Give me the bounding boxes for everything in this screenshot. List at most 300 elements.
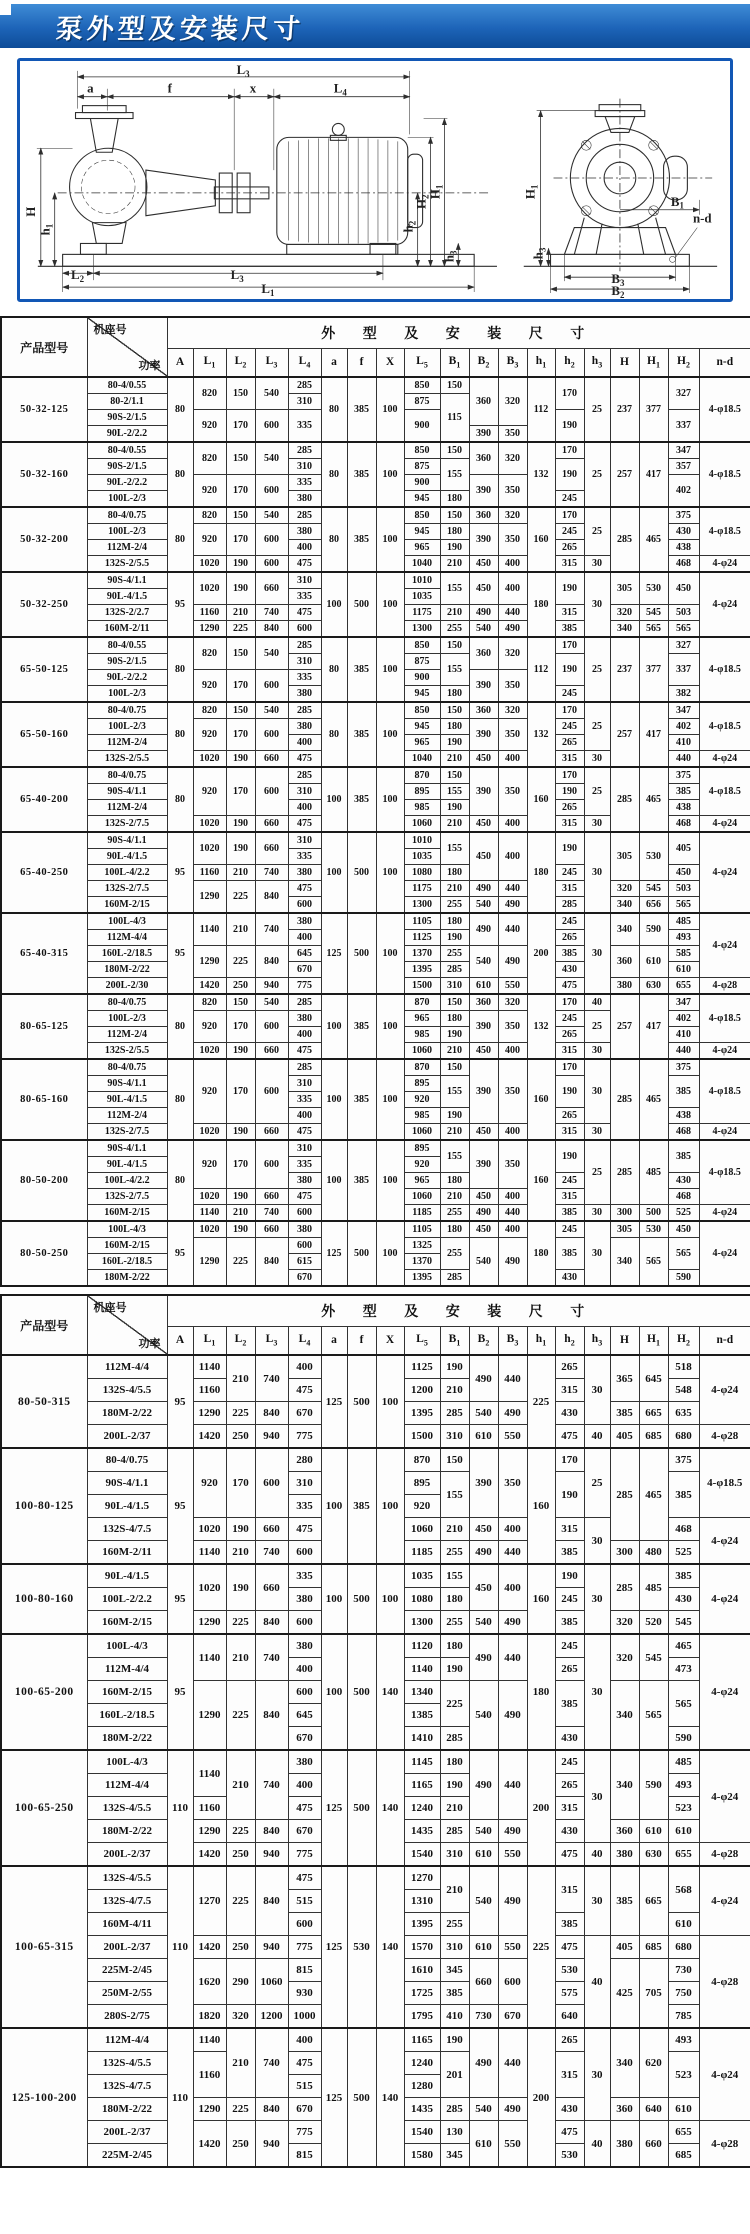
- page-title-bar: [0, 4, 750, 48]
- dim-cell: 1035: [404, 589, 440, 605]
- dim-cell: 430: [555, 1820, 584, 1843]
- dim-cell: 80: [167, 1140, 193, 1221]
- dim-cell: 350: [498, 767, 527, 816]
- dim-cell: 80: [167, 994, 193, 1059]
- dim-cell: 465: [639, 1448, 668, 1541]
- dim-cell: 310: [288, 394, 321, 410]
- page-title: 泵外型及安装尺寸: [54, 13, 305, 44]
- dim-cell: 1140: [404, 1658, 440, 1681]
- dim-cell: 377: [639, 637, 668, 702]
- dim-cell: 645: [288, 1704, 321, 1727]
- dim-cell: 450: [469, 832, 498, 881]
- dim-cell: 430: [668, 1588, 699, 1611]
- dim-cell: 210: [440, 881, 469, 897]
- dim-cell: 820: [193, 994, 226, 1011]
- dim-label: $h_1$: [38, 223, 55, 236]
- dim-cell: 4-φ24: [699, 1866, 750, 1936]
- dim-cell: 945: [404, 719, 440, 735]
- dim-cell: 80: [321, 702, 347, 767]
- dim-cell: 180: [440, 1011, 469, 1027]
- dim-cell: 540: [255, 637, 288, 670]
- dimension-table-2: [0, 1294, 750, 2168]
- dim-cell: 660: [255, 1518, 288, 1541]
- dim-cell: 500: [347, 2028, 376, 2167]
- dim-cell: 320: [610, 1634, 639, 1681]
- dim-cell: 30: [584, 556, 610, 573]
- dim-cell: 450: [469, 556, 498, 573]
- column-header: $h_3$: [584, 1326, 610, 1355]
- dim-cell: 390: [469, 1011, 498, 1043]
- dim-cell: 130: [440, 2121, 469, 2144]
- dim-label: $B_1$: [670, 194, 684, 211]
- dim-cell: 402: [668, 475, 699, 508]
- dim-cell: 340: [610, 897, 639, 914]
- dim-cell: 468: [668, 1189, 699, 1205]
- dim-cell: 600: [288, 1611, 321, 1635]
- dim-cell: 875: [404, 654, 440, 670]
- dim-cell: 1290: [193, 1681, 226, 1751]
- dim-cell: 190: [226, 1518, 255, 1541]
- dim-cell: 170: [555, 507, 584, 524]
- dim-cell: 40: [584, 1425, 610, 1449]
- frame-cell: 132S-4/5.5: [87, 2052, 167, 2075]
- dim-cell: 600: [288, 1913, 321, 1936]
- dim-cell: 350: [498, 719, 527, 751]
- dim-cell: 485: [668, 1750, 699, 1774]
- dim-cell: 390: [469, 767, 498, 816]
- dim-cell: 410: [440, 2005, 469, 2029]
- dim-cell: 450: [469, 1043, 498, 1060]
- dim-cell: 100: [376, 637, 404, 702]
- dim-cell: 345: [440, 1959, 469, 1982]
- dim-cell: 225: [527, 1866, 555, 2028]
- dim-cell: 30: [584, 1355, 610, 1425]
- frame-cell: 100L-2/3: [87, 1011, 167, 1027]
- dim-cell: 385: [440, 1982, 469, 2005]
- dim-cell: 550: [498, 1843, 527, 1867]
- frame-cell: 112M-4/4: [87, 1658, 167, 1681]
- dim-label: $h_3$: [531, 247, 548, 260]
- dim-cell: 350: [498, 524, 527, 556]
- dim-cell: 310: [440, 978, 469, 995]
- dim-cell: 600: [255, 475, 288, 508]
- dim-cell: 210: [440, 1379, 469, 1402]
- column-header: $h_1$: [527, 1326, 555, 1355]
- dim-cell: 930: [288, 1982, 321, 2005]
- dim-cell: 670: [288, 1727, 321, 1751]
- dim-cell: 320: [226, 2005, 255, 2029]
- dim-cell: 285: [555, 897, 584, 914]
- dim-cell: 530: [555, 1959, 584, 1982]
- dim-cell: 210: [440, 751, 469, 768]
- dim-cell: 440: [498, 1541, 527, 1565]
- dim-cell: 660: [255, 751, 288, 768]
- dim-cell: 610: [469, 1843, 498, 1867]
- dim-cell: 945: [404, 491, 440, 508]
- bottom-whitespace: [0, 2168, 750, 2212]
- dim-cell: 670: [288, 962, 321, 978]
- dim-cell: 245: [555, 1173, 584, 1189]
- dim-label: $h_3$: [442, 250, 459, 263]
- frame-cell: 100L-4/3: [87, 913, 167, 930]
- dim-cell: 40: [584, 1843, 610, 1867]
- dim-label: n-d: [692, 211, 712, 226]
- dim-cell: 305: [610, 572, 639, 605]
- column-header: n-d: [699, 348, 750, 377]
- dim-cell: 565: [668, 621, 699, 638]
- dim-cell: 665: [639, 1402, 668, 1425]
- dim-cell: 225: [226, 881, 255, 914]
- dim-cell: 468: [668, 556, 699, 573]
- column-header: $L_3$: [255, 348, 288, 377]
- dim-cell: 500: [347, 832, 376, 913]
- dim-cell: 965: [404, 735, 440, 751]
- model-cell: 50-32-125: [1, 377, 87, 442]
- dim-cell: 285: [288, 507, 321, 524]
- dim-cell: 490: [498, 1820, 527, 1843]
- dim-cell: 360: [469, 507, 498, 524]
- dim-cell: 245: [555, 913, 584, 930]
- dim-cell: 417: [639, 702, 668, 767]
- dim-cell: 660: [255, 832, 288, 865]
- dim-cell: 190: [555, 832, 584, 865]
- dim-cell: 210: [440, 1866, 469, 1913]
- column-header: n-d: [699, 1326, 750, 1355]
- column-header: a: [321, 348, 347, 377]
- column-header: $L_4$: [288, 348, 321, 377]
- dim-cell: 568: [668, 1866, 699, 1913]
- dim-cell: 190: [440, 800, 469, 816]
- model-cell: 65-40-315: [1, 913, 87, 994]
- dim-cell: 440: [668, 751, 699, 768]
- dim-cell: 500: [639, 1205, 668, 1222]
- dim-cell: 327: [668, 637, 699, 654]
- dim-cell: 160: [527, 1448, 555, 1564]
- column-header: $B_1$: [440, 348, 469, 377]
- dim-cell: 100: [321, 994, 347, 1059]
- dim-cell: 450: [469, 816, 498, 833]
- dim-cell: 245: [555, 686, 584, 703]
- dim-cell: 1020: [193, 1221, 226, 1238]
- dim-cell: 170: [226, 1011, 255, 1043]
- dim-cell: 665: [639, 1866, 668, 1936]
- dim-cell: 125: [321, 1355, 347, 1448]
- dim-cell: 430: [555, 2098, 584, 2121]
- dim-cell: 740: [255, 1634, 288, 1681]
- dim-cell: 30: [584, 1221, 610, 1286]
- dim-cell: 540: [469, 2098, 498, 2121]
- dim-cell: 545: [639, 605, 668, 621]
- dim-cell: 530: [639, 1221, 668, 1238]
- dim-cell: 285: [288, 994, 321, 1011]
- dim-cell: 320: [498, 702, 527, 719]
- dim-cell: 100: [321, 1059, 347, 1140]
- dim-cell: 490: [498, 946, 527, 978]
- dim-cell: 315: [555, 751, 584, 768]
- dim-cell: 375: [668, 507, 699, 524]
- dim-cell: 895: [404, 1140, 440, 1157]
- frame-cell: 80-4/0.75: [87, 507, 167, 524]
- dim-cell: 380: [610, 1843, 639, 1867]
- dim-cell: 480: [639, 1541, 668, 1565]
- frame-cell: 90L-4/1.5: [87, 849, 167, 865]
- dim-cell: 155: [440, 459, 469, 491]
- dim-cell: 600: [255, 410, 288, 443]
- dim-cell: 150: [226, 507, 255, 524]
- dim-cell: 565: [639, 1238, 668, 1287]
- dim-cell: 540: [469, 1611, 498, 1635]
- dim-cell: 380: [288, 1750, 321, 1774]
- dim-cell: 610: [668, 1913, 699, 1936]
- dim-cell: 820: [193, 637, 226, 670]
- dim-cell: 400: [498, 751, 527, 768]
- dim-cell: 357: [668, 459, 699, 475]
- dim-cell: 450: [668, 572, 699, 605]
- dim-cell: 385: [347, 702, 376, 767]
- frame-cell: 132S-2/7.5: [87, 1124, 167, 1141]
- dim-cell: 265: [555, 930, 584, 946]
- dim-label: H: [23, 206, 38, 217]
- dim-cell: 1140: [193, 1634, 226, 1681]
- dim-cell: 400: [288, 2028, 321, 2052]
- dim-cell: 1175: [404, 881, 440, 897]
- dim-cell: 490: [498, 621, 527, 638]
- dim-cell: 1185: [404, 1541, 440, 1565]
- dim-cell: 485: [639, 1564, 668, 1611]
- dim-cell: 190: [440, 1108, 469, 1124]
- dim-cell: 237: [610, 637, 639, 702]
- frame-cell: 100L-4/2.2: [87, 865, 167, 881]
- dim-cell: 600: [288, 621, 321, 638]
- dim-cell: 255: [440, 1205, 469, 1222]
- dim-cell: 350: [498, 1448, 527, 1518]
- dim-cell: 500: [347, 913, 376, 994]
- frame-cell: 100L-2/3: [87, 686, 167, 703]
- dim-cell: 190: [555, 654, 584, 686]
- dim-cell: 1540: [404, 1843, 440, 1867]
- dim-cell: 540: [469, 1402, 498, 1425]
- dim-cell: 25: [584, 702, 610, 751]
- dim-cell: 285: [440, 2098, 469, 2121]
- dim-cell: 490: [498, 2098, 527, 2121]
- dim-cell: 417: [639, 442, 668, 507]
- dim-cell: 265: [555, 540, 584, 556]
- dim-cell: 4-φ24: [699, 816, 750, 833]
- dim-cell: 385: [668, 784, 699, 800]
- dim-cell: 375: [668, 1059, 699, 1076]
- frame-cell: 160L-2/18.5: [87, 1704, 167, 1727]
- dim-cell: 1040: [404, 556, 440, 573]
- frame-cell: 180M-2/22: [87, 1727, 167, 1751]
- dim-cell: 150: [226, 994, 255, 1011]
- dim-cell: 190: [440, 540, 469, 556]
- dim-cell: 400: [498, 1124, 527, 1141]
- dim-cell: 155: [440, 1564, 469, 1588]
- dim-cell: 610: [639, 1820, 668, 1843]
- frame-cell: 100L-2/2.2: [87, 1588, 167, 1611]
- dim-cell: 660: [255, 1221, 288, 1238]
- dim-cell: 1020: [193, 1564, 226, 1611]
- dim-cell: 400: [288, 1355, 321, 1379]
- dim-cell: 190: [555, 410, 584, 443]
- dim-cell: 80: [321, 377, 347, 442]
- dim-cell: 545: [668, 1611, 699, 1635]
- dim-cell: 180: [440, 913, 469, 930]
- dim-cell: 210: [440, 1518, 469, 1541]
- dim-cell: 190: [440, 930, 469, 946]
- dim-cell: 255: [440, 946, 469, 962]
- dim-cell: 285: [440, 1727, 469, 1751]
- dim-cell: 985: [404, 1027, 440, 1043]
- dim-cell: 40: [584, 1936, 610, 2029]
- dim-cell: 4-φ24: [699, 1634, 750, 1750]
- dim-cell: 610: [469, 978, 498, 995]
- dim-cell: 190: [226, 751, 255, 768]
- dim-cell: 870: [404, 1059, 440, 1076]
- dim-cell: 190: [555, 1076, 584, 1108]
- dim-cell: 610: [639, 946, 668, 978]
- dim-cell: 285: [440, 1820, 469, 1843]
- dim-cell: 490: [469, 881, 498, 897]
- dim-cell: 840: [255, 946, 288, 978]
- dim-cell: 438: [668, 540, 699, 556]
- dim-cell: 440: [498, 1355, 527, 1402]
- dim-cell: 170: [226, 1140, 255, 1189]
- dim-cell: 375: [668, 767, 699, 784]
- dim-cell: 385: [555, 1913, 584, 1936]
- dim-cell: 100: [321, 767, 347, 832]
- dim-cell: 95: [167, 832, 193, 913]
- dim-cell: 150: [440, 1059, 469, 1076]
- dim-cell: 740: [255, 913, 288, 946]
- dim-cell: 820: [193, 377, 226, 410]
- dim-cell: 4-φ18.5: [699, 442, 750, 507]
- dim-cell: 660: [255, 816, 288, 833]
- dim-cell: 685: [639, 1425, 668, 1449]
- dim-cell: 385: [668, 1472, 699, 1518]
- dim-cell: 680: [668, 1936, 699, 1959]
- frame-cell: 100L-4/3: [87, 1221, 167, 1238]
- dim-cell: 30: [584, 1564, 610, 1634]
- dim-label: x: [249, 81, 257, 96]
- frame-cell: 90S-4/1.1: [87, 572, 167, 589]
- dim-cell: 600: [255, 1011, 288, 1043]
- dim-cell: 265: [555, 1355, 584, 1379]
- column-header: $L_5$: [404, 348, 440, 377]
- dim-cell: 310: [440, 1936, 469, 1959]
- dim-cell: 320: [498, 377, 527, 426]
- dim-cell: 4-φ24: [699, 1221, 750, 1286]
- dim-cell: 490: [498, 1238, 527, 1287]
- dim-cell: 132: [527, 702, 555, 767]
- dim-cell: 285: [288, 377, 321, 394]
- dim-cell: 635: [668, 1402, 699, 1425]
- column-header: $h_1$: [527, 348, 555, 377]
- frame-cell: 112M-4/4: [87, 1774, 167, 1797]
- dim-cell: 475: [288, 605, 321, 621]
- dim-cell: 1020: [193, 1043, 226, 1060]
- column-header: $B_3$: [498, 348, 527, 377]
- frame-cell: 160M-2/11: [87, 621, 167, 638]
- dim-cell: 155: [440, 832, 469, 865]
- drawing-panel: [17, 58, 733, 302]
- dim-cell: 320: [610, 1611, 639, 1635]
- dim-cell: 160: [527, 767, 555, 832]
- dim-cell: 112: [527, 377, 555, 442]
- dim-cell: 1080: [404, 865, 440, 881]
- dim-cell: 190: [555, 1472, 584, 1518]
- column-header: f: [347, 348, 376, 377]
- dim-cell: 475: [288, 1518, 321, 1541]
- dim-cell: 140: [376, 1866, 404, 2028]
- dim-cell: 815: [288, 1959, 321, 1982]
- dim-cell: 1140: [193, 1750, 226, 1797]
- dim-cell: 475: [288, 1124, 321, 1141]
- dim-cell: 257: [610, 702, 639, 767]
- dim-cell: 600: [255, 1448, 288, 1518]
- dim-cell: 80: [167, 637, 193, 702]
- dim-cell: 190: [555, 1564, 584, 1588]
- dim-cell: 350: [498, 1140, 527, 1189]
- column-header: $L_1$: [193, 348, 226, 377]
- dim-cell: 920: [404, 1495, 440, 1518]
- dim-cell: 940: [255, 1425, 288, 1449]
- frame-cell: 160M-2/15: [87, 1238, 167, 1254]
- model-cell: 100-65-250: [1, 1750, 87, 1866]
- dim-cell: 155: [440, 572, 469, 605]
- dim-cell: 1340: [404, 1681, 440, 1704]
- dim-cell: 1395: [404, 1270, 440, 1287]
- dim-cell: 500: [347, 1634, 376, 1750]
- dim-cell: 360: [469, 702, 498, 719]
- dim-cell: 850: [404, 442, 440, 459]
- dim-cell: 405: [610, 1425, 639, 1449]
- dim-cell: 400: [498, 556, 527, 573]
- dim-cell: 25: [584, 377, 610, 442]
- column-header: $L_1$: [193, 1326, 226, 1355]
- dim-cell: 380: [288, 1173, 321, 1189]
- dim-cell: 4-φ24: [699, 751, 750, 768]
- dim-cell: 475: [288, 1797, 321, 1820]
- dim-cell: 385: [555, 946, 584, 962]
- dim-cell: 285: [610, 507, 639, 572]
- dim-cell: 170: [226, 719, 255, 751]
- dim-cell: 785: [668, 2005, 699, 2029]
- dim-cell: 380: [288, 686, 321, 703]
- dim-cell: 1020: [193, 556, 226, 573]
- dim-cell: 4-φ24: [699, 1205, 750, 1222]
- dim-cell: 285: [610, 1448, 639, 1541]
- dim-cell: 225: [226, 2098, 255, 2121]
- dim-cell: 190: [226, 1043, 255, 1060]
- dim-cell: 245: [555, 1750, 584, 1774]
- dim-cell: 523: [668, 1797, 699, 1820]
- frame-cell: 180M-2/22: [87, 1820, 167, 1843]
- dim-cell: 1165: [404, 2028, 440, 2052]
- dim-cell: 255: [440, 1238, 469, 1270]
- dim-cell: 1165: [404, 1774, 440, 1797]
- model-cell: 80-50-200: [1, 1140, 87, 1221]
- dim-cell: 132: [527, 442, 555, 507]
- model-cell: 80-65-160: [1, 1059, 87, 1140]
- dim-cell: 1120: [404, 1634, 440, 1658]
- dim-cell: 95: [167, 913, 193, 994]
- dim-cell: 575: [555, 1982, 584, 2005]
- dim-cell: 155: [440, 1472, 469, 1518]
- dim-cell: 475: [555, 2121, 584, 2144]
- dim-cell: 475: [288, 2052, 321, 2075]
- dim-cell: 255: [440, 621, 469, 638]
